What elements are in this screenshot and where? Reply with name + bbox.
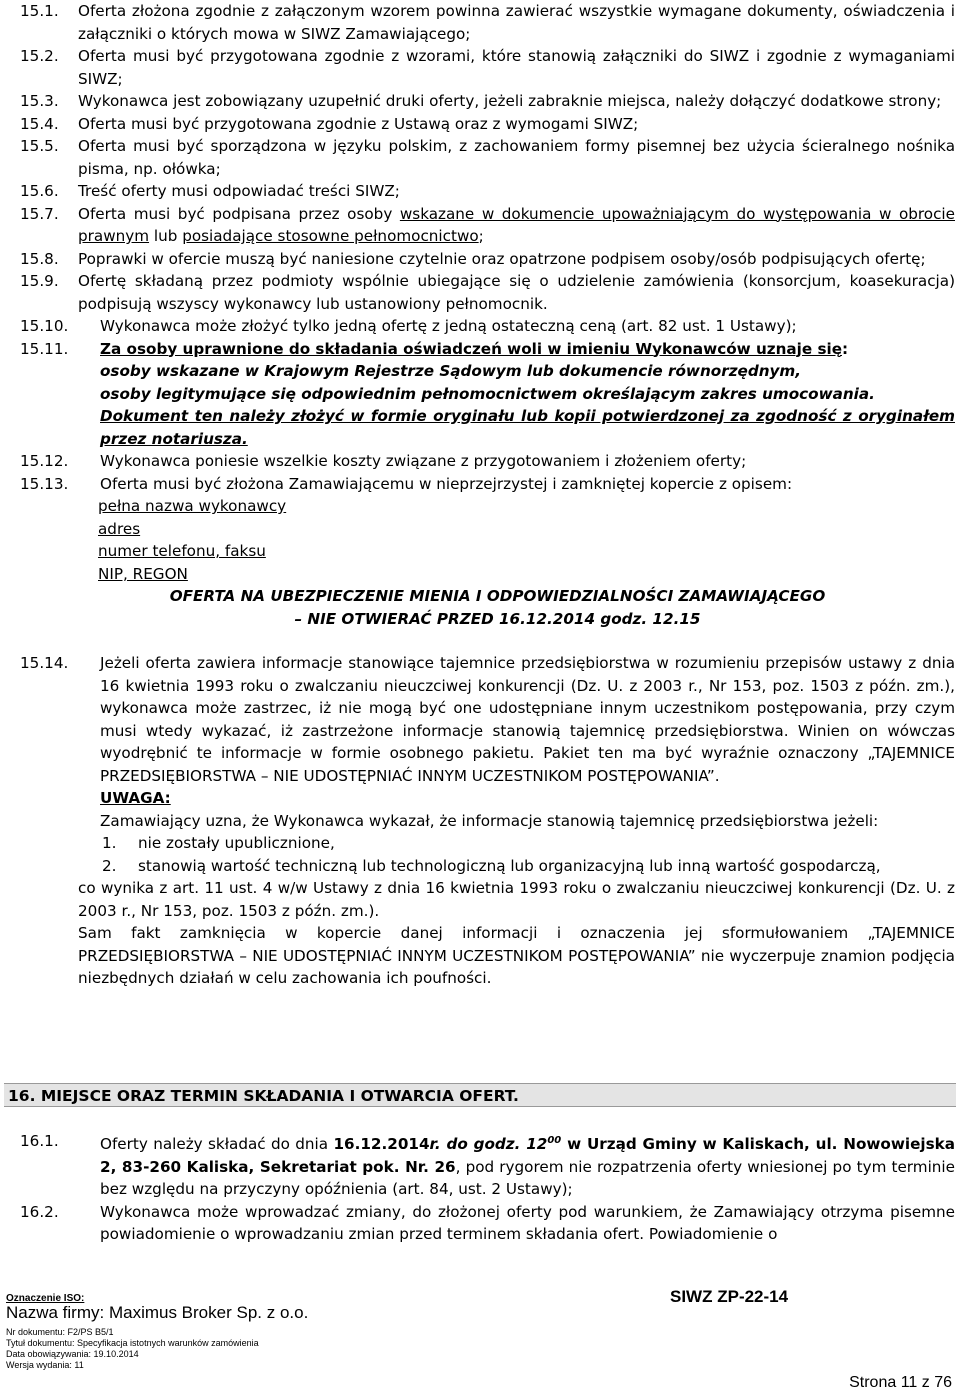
item-number: 15.13. — [20, 474, 69, 493]
item-16-1 — [20, 1130, 955, 1201]
list-item — [20, 248, 955, 271]
footer-page-number: Strona 11 z 76 — [849, 1374, 952, 1391]
item-number: 15.3. — [20, 92, 59, 110]
item-15-13 — [20, 473, 955, 496]
item-15-12 — [20, 450, 955, 473]
item-text: Wykonawca może wprowadzać zmiany, do złożonej oferty pod warunkiem, że Zamawiający otrzyma pisemne powiadomienie o wprowadzaniu zmian przed terminem składania ofert. Powiadomienie o — [100, 1202, 955, 1244]
list-number: 1. — [102, 834, 117, 852]
item-text: Oferta musi być przygotowana zgodnie z Ustawą oraz z wymogami SIWZ; — [78, 114, 639, 133]
item-text: Wykonawca może złożyć tylko jedną ofertę z jedną ostateczną ceną (art. 82 ust. 1 Ustawy); — [100, 317, 797, 335]
item-text: Ofertę składaną przez podmioty wspólnie ubiegające się o udzielenie zamówienia (konsorcjum, koasekuracja) podpisują wszyscy wykonawcy lub ustanowiony pełnomocnik. — [78, 272, 955, 313]
list-text: nie zostały upublicznione, — [138, 834, 335, 852]
uwaga-label: UWAGA: — [100, 789, 171, 807]
item-number: 15.5. — [20, 137, 59, 155]
footer-doc-number: Nr dokumentu: F2/PS B5/1 — [6, 1327, 114, 1337]
list-item — [20, 113, 955, 136]
section-16-body — [20, 1130, 955, 1246]
item-number: 16.1. — [20, 1132, 59, 1150]
item-number: 15.11. — [20, 339, 69, 358]
item-text: Wykonawca jest zobowiązany uzupełnić druki oferty, jeżeli zabraknie miejsca, należy dołączyć dodatkowe strony; — [78, 92, 942, 110]
item-text: Treść oferty musi odpowiadać treści SIWZ; — [78, 182, 400, 200]
item-text: Oferta musi być przygotowana zgodnie z wzorami, które stanowią załączniki do SIWZ i zgodnie z wymaganiami SIWZ; — [78, 47, 955, 88]
list-item — [20, 315, 955, 338]
list-text: stanowią wartość techniczną lub technologiczną lub organizacyjną lub inną wartość gospodarczą, — [138, 856, 881, 875]
list-number: 2. — [102, 856, 117, 875]
footer-doc-title: Tytuł dokumentu: Specyfikacja istotnych warunków zamówienia — [6, 1338, 259, 1348]
item-number: 15.7. — [20, 204, 59, 223]
page-footer — [0, 1280, 960, 1389]
footer-valid-date: Data obowiązywania: 19.10.2014 — [6, 1349, 139, 1359]
item-text: Oferta musi być złożona Zamawiającemu w nieprzejrzystej i zamkniętej kopercie z opisem: — [100, 474, 793, 493]
footer-iso-label: Oznaczenie ISO: — [6, 1293, 85, 1304]
uwaga-final: Sam fakt zamknięcia w kopercie danej informacji i oznaczenia jej sformułowaniem „TAJEMNICE PRZEDSIĘBIORSTWA – NIE UDOSTĘPNIAĆ INNYM UCZESTNIKOM POSTĘPOWANIA” nie wyczerpuje znamion podjęcia niezbędnych działań w celu zachowania ich poufności. — [78, 924, 955, 987]
section-16-heading: 16. MIEJSCE ORAZ TERMIN SKŁADANIA I OTWARCIA OFERT. — [4, 1083, 956, 1107]
item-15-7 — [20, 203, 955, 248]
items-15-b — [20, 248, 955, 338]
item-number: 15.6. — [20, 182, 59, 200]
uwaga-list — [102, 832, 955, 877]
item-text: Jeżeli oferta zawiera informacje stanowiące tajemnice przedsiębiorstwa w rozumieniu przepisów ustawy z dnia 16 kwietnia 1993 roku o zwalczaniu nieuczciwej konkurencji (Dz. U. z 2003 r., Nr 153, poz. 1503 z późn. zm.), wykonawca może zastrzec, iż nie mogą być one udostępniane innym uczestnikom postępowania, przy czym musi wtedy wykazać, iż zastrzeżone informacje stanowią tajemnicę przedsiębiorstwa. Winien on wówczas wyodrębnić te informacje w formie osobnego pakietu. Pakiet ten ma być wyraźnie oznaczony „TAJEMNICE PRZEDSIĘBIORSTWA – NIE UDOSTĘPNIAĆ INNYM UCZESTNIKOM POSTĘPOWANIA”. UWAGA: Zamawiający uzna, że Wykonawca wykazał, że informacje stanowią tajemnicę przedsiębiorstwa jeżeli: — [100, 654, 955, 830]
envelope-lines — [98, 495, 955, 585]
item-text: Za osoby uprawnione do składania oświadczeń woli w imieniu Wykonawców uznaje się: osoby wskazane w Krajowym Rejestrze Sądowym lub dokumencie równorzędnym, osoby legitymujące się odpowiednim pełnomocnictwem określającym zakres umocowania. Dokument ten należy złożyć w formie oryginału lub kopii potwierdzonej za zgodność z oryginałem przez notariusza. — [100, 339, 955, 448]
item-text: Oferta złożona zgodnie z załączonym wzorem powinna zawierać wszystkie wymagane dokumenty, oświadczenia i załączniki o których mowa w SIWZ Zamawiającego; — [78, 2, 955, 43]
item-text: Oferta musi być podpisana przez osoby wskazane w dokumencie upoważniającym do występowania w obrocie prawnym lub posiadające stosowne pełnomocnictwo; — [78, 204, 955, 245]
envelope-line: NIP, REGON — [98, 564, 188, 583]
items-15-a — [20, 0, 955, 203]
footer-firm-name: Nazwa firmy: Maximus Broker Sp. z o.o. — [6, 1303, 309, 1322]
list-item — [20, 45, 955, 90]
footer-doc-code: SIWZ ZP-22-14 — [670, 1287, 789, 1306]
item-text: Wykonawca poniesie wszelkie koszty związane z przygotowaniem i złożeniem oferty; — [100, 452, 747, 470]
item-text: Oferty należy składać do dnia 16.12.2014r. do godz. $12^{00}$ w Urząd Gminy w Kaliskach, ul. Nowowiejska 2, 83-260 Kaliska, Sekretariat pok. Nr. 26, pod rygorem nie rozpatrzenia oferty wniesionej po tym terminie bez względu na przyczyny opóźnienia (art. 84, ust. 2 Ustawy); — [100, 1135, 956, 1199]
item-number: 15.4. — [20, 114, 59, 133]
item-number: 15.10. — [20, 317, 69, 335]
list-item — [20, 270, 955, 315]
item-number: 15.2. — [20, 47, 59, 65]
list-item — [20, 135, 955, 180]
item-15-11 — [20, 338, 955, 451]
envelope-title-1: OFERTA NA UBEZPIECZENIE MIENIA I ODPOWIEDZIALNOŚCI ZAMAWIAJĄCEGO — [169, 587, 826, 605]
item-16-2 — [20, 1201, 955, 1246]
envelope-title-2: – NIE OTWIERAĆ PRZED 16.12.2014 godz. 12.15 — [294, 609, 701, 628]
item-number: 15.12. — [20, 452, 69, 470]
item-number: 16.2. — [20, 1202, 59, 1221]
item-number: 15.8. — [20, 249, 59, 268]
envelope-line: adres — [98, 519, 141, 538]
footer-version: Wersja wydania: 11 — [6, 1360, 84, 1370]
list-item — [102, 855, 955, 878]
list-item — [20, 90, 955, 113]
list-item — [102, 832, 955, 855]
item-text: Poprawki w ofercie muszą być naniesione czytelnie oraz opatrzone podpisem osoby/osób podpisujących ofertę; — [78, 249, 926, 268]
list-item — [20, 0, 955, 45]
item-15-14 — [20, 652, 955, 832]
item-number: 15.1. — [20, 2, 59, 20]
document-page — [20, 0, 955, 990]
list-item — [20, 180, 955, 203]
envelope-line: pełna nazwa wykonawcy — [98, 497, 287, 515]
item-number: 15.14. — [20, 654, 69, 672]
item-text: Oferta musi być sporządzona w języku polskim, z zachowaniem formy pisemnej bez użycia ścieralnego nośnika pisma, np. ołówka; — [78, 137, 955, 178]
envelope-line: numer telefonu, faksu — [98, 542, 266, 560]
uwaga-continuation: co wynika z art. 11 ust. 4 w/w Ustawy z dnia 16 kwietnia 1993 roku o zwalczaniu nieuczciwej konkurencji (Dz. U. z 2003 r., Nr 153, poz. 1503 z późn. zm.). — [78, 879, 955, 920]
item-number: 15.9. — [20, 272, 59, 290]
